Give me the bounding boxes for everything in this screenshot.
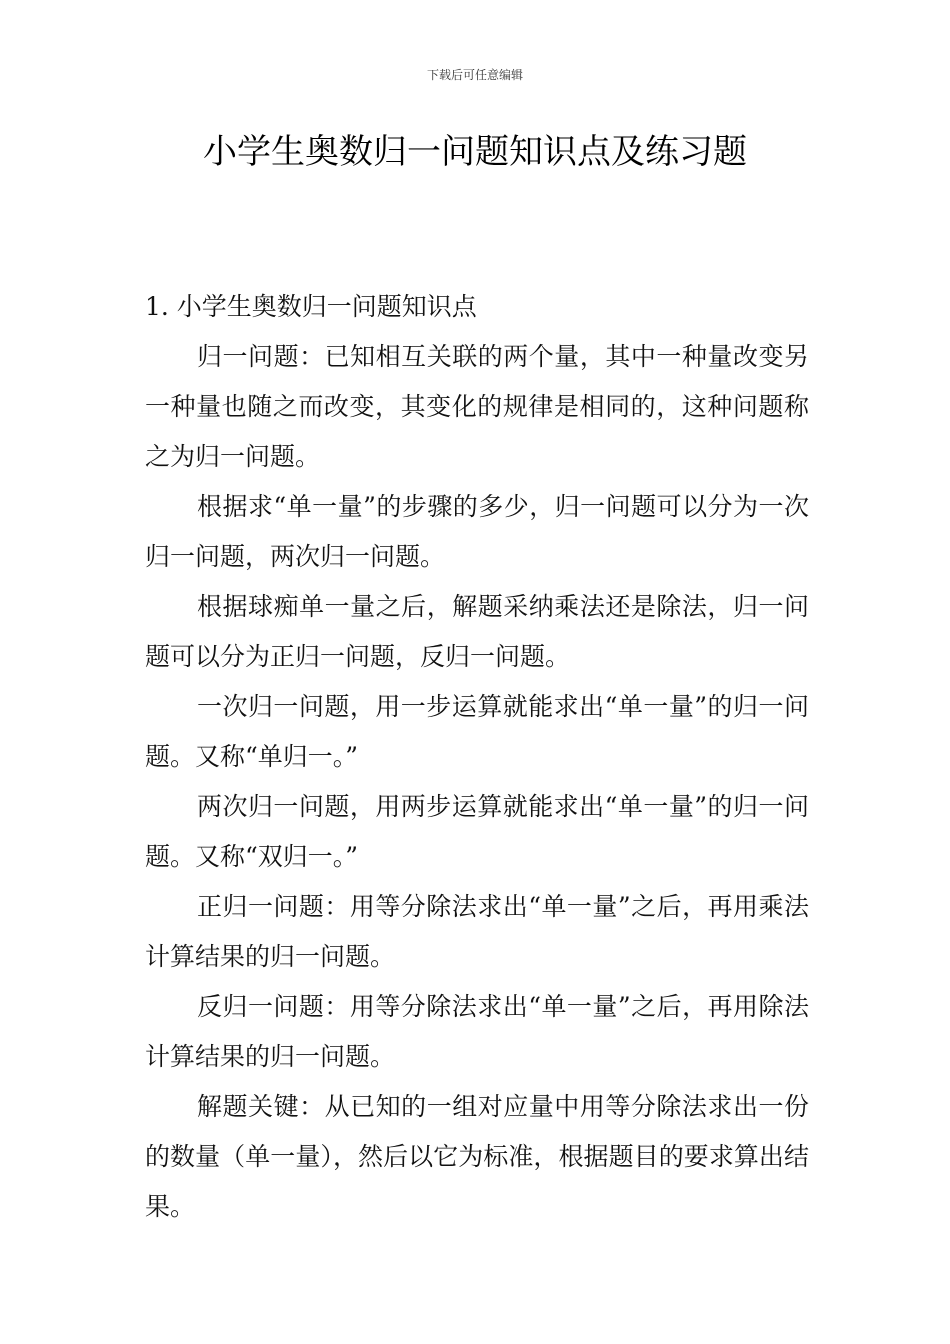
document-body xyxy=(145,282,809,1232)
section-heading: 1. 小学生奥数归一问题知识点 xyxy=(145,292,477,321)
paragraph-two-step: 两次归一问题，用两步运算就能求出“单一量”的归一问题。又称“双归一。” xyxy=(145,792,809,871)
paragraph-classification-operation: 根据球痴单一量之后，解题采纳乘法还是除法，归一问题可以分为正归一问题，反归一问题。 xyxy=(145,592,809,671)
paragraph-single-step: 一次归一问题，用一步运算就能求出“单一量”的归一问题。又称“单归一。” xyxy=(145,692,809,771)
paragraph-inverse: 反归一问题：用等分除法求出“单一量”之后，再用除法计算结果的归一问题。 xyxy=(145,992,809,1071)
paragraph-definition: 归一问题：已知相互关联的两个量，其中一种量改变另一种量也随之而改变，其变化的规律是相同的，这种问题称之为归一问题。 xyxy=(145,342,809,471)
paragraph-direct: 正归一问题：用等分除法求出“单一量”之后，再用乘法计算结果的归一问题。 xyxy=(145,892,809,971)
paragraph-classification-steps: 根据求“单一量”的步骤的多少，归一问题可以分为一次归一问题，两次归一问题。 xyxy=(145,492,809,571)
document-title: 小学生奥数归一问题知识点及练习题 xyxy=(203,132,747,172)
paragraph-key-to-solution: 解题关键：从已知的一组对应量中用等分除法求出一份的数量（单一量），然后以它为标准，根据题目的要求算出结果。 xyxy=(145,1092,809,1221)
header-note: 下载后可任意编辑 xyxy=(426,68,523,82)
